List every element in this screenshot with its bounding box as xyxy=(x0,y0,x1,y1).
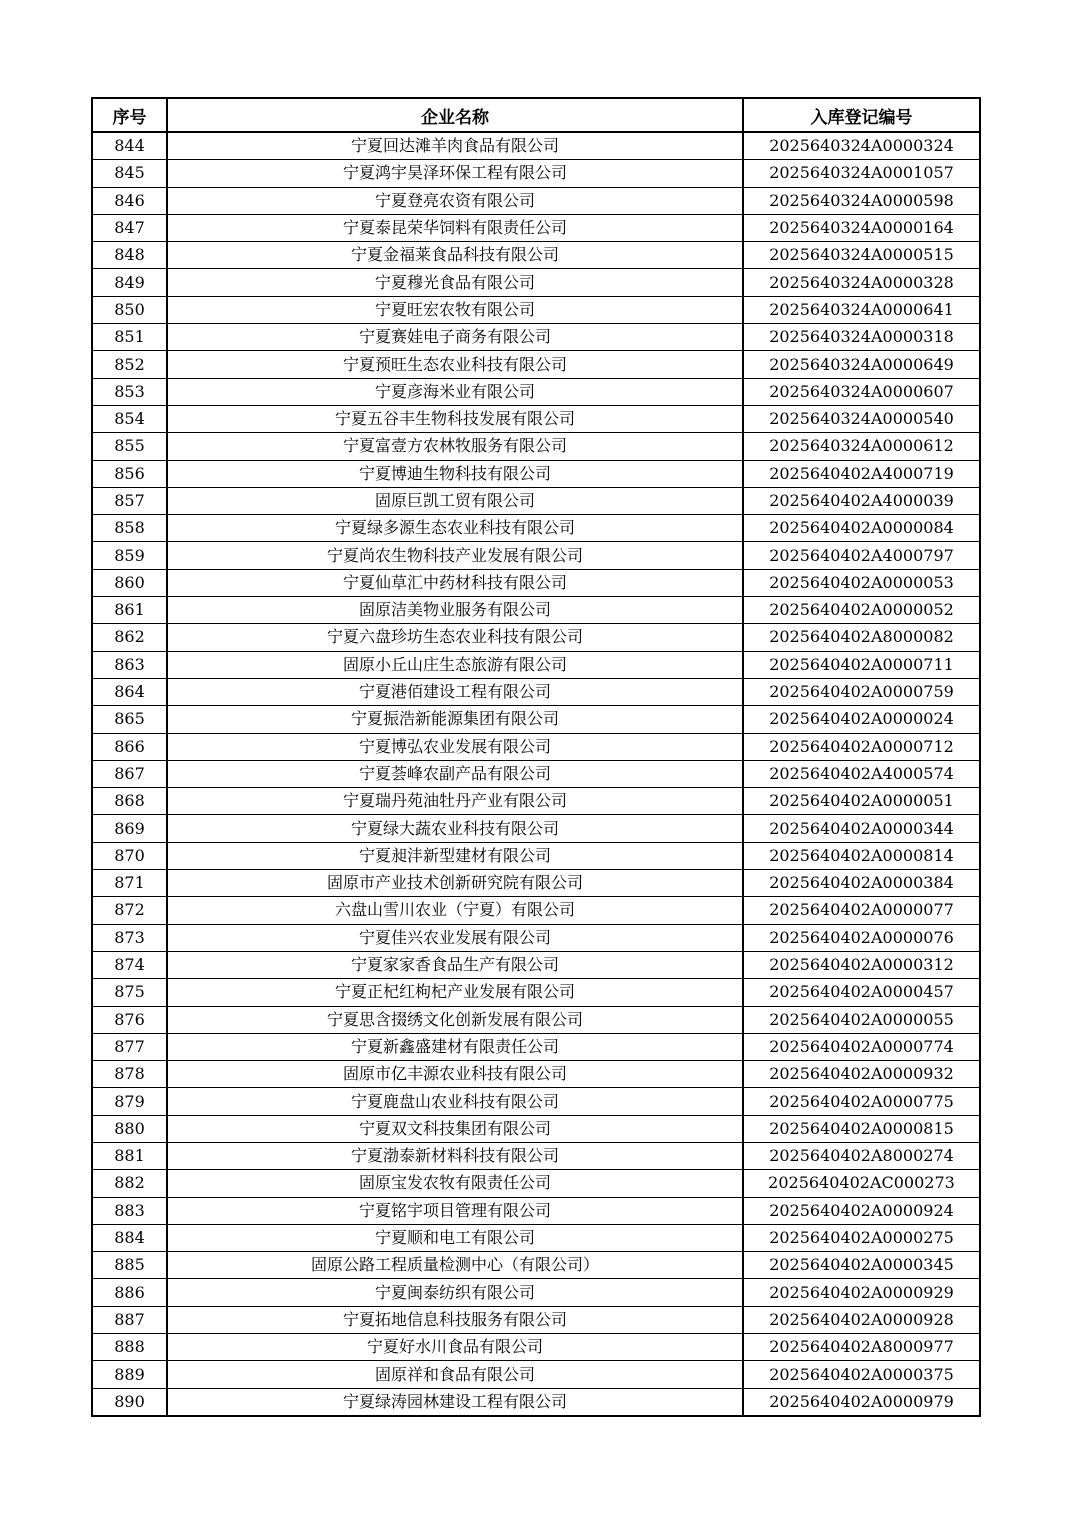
row-seq: 866 xyxy=(92,733,167,760)
row-company-name: 固原巨凯工贸有限公司 xyxy=(167,487,743,514)
row-company-name: 宁夏港佰建设工程有限公司 xyxy=(167,678,743,705)
row-company-name: 宁夏回达滩羊肉食品有限公司 xyxy=(167,132,743,160)
row-registration-number: 2025640402A0000312 xyxy=(743,951,980,978)
table-row xyxy=(92,433,980,460)
row-registration-number: 2025640324A0000649 xyxy=(743,351,980,378)
row-company-name: 宁夏荟峰农副产品有限公司 xyxy=(167,760,743,787)
table-row xyxy=(92,487,980,514)
table-row xyxy=(92,1088,980,1115)
table-row xyxy=(92,132,980,160)
row-company-name: 宁夏富壹方农林牧服务有限公司 xyxy=(167,433,743,460)
header-seq: 序号 xyxy=(92,98,167,132)
row-seq: 882 xyxy=(92,1170,167,1197)
row-seq: 868 xyxy=(92,788,167,815)
row-seq: 889 xyxy=(92,1361,167,1388)
row-seq: 864 xyxy=(92,678,167,705)
row-seq: 857 xyxy=(92,487,167,514)
row-seq: 862 xyxy=(92,624,167,651)
row-registration-number: 2025640402A0000052 xyxy=(743,597,980,624)
table-row xyxy=(92,951,980,978)
table-row xyxy=(92,1388,980,1416)
row-registration-number: 2025640402A0000759 xyxy=(743,678,980,705)
table-row xyxy=(92,214,980,241)
row-company-name: 宁夏旺宏农牧有限公司 xyxy=(167,296,743,323)
table-row xyxy=(92,651,980,678)
row-registration-number: 2025640402A0000051 xyxy=(743,788,980,815)
row-seq: 845 xyxy=(92,160,167,187)
row-seq: 865 xyxy=(92,706,167,733)
row-company-name: 宁夏闽泰纺织有限公司 xyxy=(167,1279,743,1306)
table-row xyxy=(92,788,980,815)
row-company-name: 宁夏绿多源生态农业科技有限公司 xyxy=(167,515,743,542)
row-registration-number: 2025640402A0000979 xyxy=(743,1388,980,1416)
row-company-name: 宁夏铭宇项目管理有限公司 xyxy=(167,1197,743,1224)
table-row xyxy=(92,760,980,787)
row-seq: 858 xyxy=(92,515,167,542)
table-row xyxy=(92,242,980,269)
row-seq: 861 xyxy=(92,597,167,624)
row-seq: 853 xyxy=(92,378,167,405)
table-row xyxy=(92,870,980,897)
row-seq: 875 xyxy=(92,979,167,1006)
row-registration-number: 2025640324A0000540 xyxy=(743,405,980,432)
row-registration-number: 2025640324A0000612 xyxy=(743,433,980,460)
table-row xyxy=(92,405,980,432)
table-row xyxy=(92,351,980,378)
row-seq: 869 xyxy=(92,815,167,842)
table-row xyxy=(92,1142,980,1169)
table-header xyxy=(92,98,980,132)
table-row xyxy=(92,1224,980,1251)
row-seq: 880 xyxy=(92,1115,167,1142)
row-registration-number: 2025640402A0000084 xyxy=(743,515,980,542)
row-registration-number: 2025640402A0000275 xyxy=(743,1224,980,1251)
row-company-name: 宁夏鹿盘山农业科技有限公司 xyxy=(167,1088,743,1115)
row-company-name: 宁夏渤泰新材料科技有限公司 xyxy=(167,1142,743,1169)
row-seq: 850 xyxy=(92,296,167,323)
table-row xyxy=(92,815,980,842)
row-seq: 870 xyxy=(92,842,167,869)
row-registration-number: 2025640324A0000641 xyxy=(743,296,980,323)
row-seq: 884 xyxy=(92,1224,167,1251)
row-registration-number: 2025640402A0000384 xyxy=(743,870,980,897)
row-registration-number: 2025640324A0000328 xyxy=(743,269,980,296)
row-company-name: 固原洁美物业服务有限公司 xyxy=(167,597,743,624)
row-registration-number: 2025640402A4000039 xyxy=(743,487,980,514)
table-row xyxy=(92,678,980,705)
table-row xyxy=(92,542,980,569)
row-company-name: 宁夏振浩新能源集团有限公司 xyxy=(167,706,743,733)
table-row xyxy=(92,1115,980,1142)
row-company-name: 宁夏博弘农业发展有限公司 xyxy=(167,733,743,760)
row-seq: 878 xyxy=(92,1061,167,1088)
table-row xyxy=(92,378,980,405)
table-row xyxy=(92,460,980,487)
row-registration-number: 2025640402A0000774 xyxy=(743,1033,980,1060)
row-registration-number: 2025640402A0000344 xyxy=(743,815,980,842)
table-row xyxy=(92,1334,980,1361)
row-seq: 855 xyxy=(92,433,167,460)
enterprise-registry-table xyxy=(91,97,981,1417)
row-seq: 863 xyxy=(92,651,167,678)
row-seq: 867 xyxy=(92,760,167,787)
row-registration-number: 2025640402A4000574 xyxy=(743,760,980,787)
table-row xyxy=(92,897,980,924)
table-row xyxy=(92,324,980,351)
row-company-name: 宁夏赛娃电子商务有限公司 xyxy=(167,324,743,351)
row-registration-number: 2025640402A0000712 xyxy=(743,733,980,760)
row-registration-number: 2025640402A8000274 xyxy=(743,1142,980,1169)
row-company-name: 宁夏新鑫盛建材有限责任公司 xyxy=(167,1033,743,1060)
row-seq: 874 xyxy=(92,951,167,978)
table-row xyxy=(92,1033,980,1060)
row-registration-number: 2025640324A0000324 xyxy=(743,132,980,160)
row-seq: 872 xyxy=(92,897,167,924)
row-company-name: 固原小丘山庄生态旅游有限公司 xyxy=(167,651,743,678)
row-company-name: 宁夏拓地信息科技服务有限公司 xyxy=(167,1306,743,1333)
table-row xyxy=(92,160,980,187)
table-row xyxy=(92,624,980,651)
table-row xyxy=(92,1006,980,1033)
row-company-name: 宁夏泰昆荣华饲料有限责任公司 xyxy=(167,214,743,241)
row-company-name: 宁夏昶沣新型建材有限公司 xyxy=(167,842,743,869)
table-row xyxy=(92,924,980,951)
row-registration-number: 2025640402A0000375 xyxy=(743,1361,980,1388)
row-company-name: 宁夏绿涛园林建设工程有限公司 xyxy=(167,1388,743,1416)
table-row xyxy=(92,597,980,624)
row-seq: 879 xyxy=(92,1088,167,1115)
table-body xyxy=(92,132,980,1416)
row-seq: 883 xyxy=(92,1197,167,1224)
row-registration-number: 2025640324A0000607 xyxy=(743,378,980,405)
row-registration-number: 2025640402A4000797 xyxy=(743,542,980,569)
row-registration-number: 2025640402A0000345 xyxy=(743,1252,980,1279)
table-row xyxy=(92,569,980,596)
row-company-name: 固原公路工程质量检测中心（有限公司） xyxy=(167,1252,743,1279)
row-company-name: 宁夏金福莱食品科技有限公司 xyxy=(167,242,743,269)
row-seq: 888 xyxy=(92,1334,167,1361)
row-registration-number: 2025640402A0000932 xyxy=(743,1061,980,1088)
row-company-name: 宁夏思含掇绣文化创新发展有限公司 xyxy=(167,1006,743,1033)
row-company-name: 固原市亿丰源农业科技有限公司 xyxy=(167,1061,743,1088)
row-seq: 876 xyxy=(92,1006,167,1033)
row-registration-number: 2025640402A0000814 xyxy=(743,842,980,869)
row-company-name: 宁夏家家香食品生产有限公司 xyxy=(167,951,743,978)
row-registration-number: 2025640402A0000076 xyxy=(743,924,980,951)
row-registration-number: 2025640402A0000711 xyxy=(743,651,980,678)
row-company-name: 宁夏佳兴农业发展有限公司 xyxy=(167,924,743,951)
row-registration-number: 2025640324A0000318 xyxy=(743,324,980,351)
row-company-name: 宁夏登亮农资有限公司 xyxy=(167,187,743,214)
row-company-name: 宁夏彦海米业有限公司 xyxy=(167,378,743,405)
row-registration-number: 2025640402A0000077 xyxy=(743,897,980,924)
row-registration-number: 2025640402A4000719 xyxy=(743,460,980,487)
header-company-name: 企业名称 xyxy=(167,98,743,132)
row-seq: 859 xyxy=(92,542,167,569)
row-company-name: 宁夏博迪生物科技有限公司 xyxy=(167,460,743,487)
row-seq: 852 xyxy=(92,351,167,378)
row-seq: 881 xyxy=(92,1142,167,1169)
row-company-name: 固原市产业技术创新研究院有限公司 xyxy=(167,870,743,897)
row-seq: 885 xyxy=(92,1252,167,1279)
row-company-name: 宁夏五谷丰生物科技发展有限公司 xyxy=(167,405,743,432)
row-company-name: 宁夏预旺生态农业科技有限公司 xyxy=(167,351,743,378)
row-seq: 856 xyxy=(92,460,167,487)
row-registration-number: 2025640324A0001057 xyxy=(743,160,980,187)
row-registration-number: 2025640402A0000775 xyxy=(743,1088,980,1115)
row-company-name: 固原宝发农牧有限责任公司 xyxy=(167,1170,743,1197)
row-registration-number: 2025640402A0000929 xyxy=(743,1279,980,1306)
row-company-name: 宁夏好水川食品有限公司 xyxy=(167,1334,743,1361)
header-row xyxy=(92,98,980,132)
row-seq: 873 xyxy=(92,924,167,951)
row-company-name: 宁夏六盘珍坊生态农业科技有限公司 xyxy=(167,624,743,651)
row-seq: 847 xyxy=(92,214,167,241)
row-seq: 886 xyxy=(92,1279,167,1306)
table-row xyxy=(92,1170,980,1197)
table-row xyxy=(92,187,980,214)
row-registration-number: 2025640402AC000273 xyxy=(743,1170,980,1197)
table-row xyxy=(92,1279,980,1306)
row-registration-number: 2025640402A0000924 xyxy=(743,1197,980,1224)
row-registration-number: 2025640402A0000055 xyxy=(743,1006,980,1033)
table-row xyxy=(92,979,980,1006)
table-row xyxy=(92,515,980,542)
row-registration-number: 2025640324A0000164 xyxy=(743,214,980,241)
row-seq: 890 xyxy=(92,1388,167,1416)
row-company-name: 宁夏顺和电工有限公司 xyxy=(167,1224,743,1251)
row-seq: 848 xyxy=(92,242,167,269)
table-row xyxy=(92,706,980,733)
header-registration-number: 入库登记编号 xyxy=(743,98,980,132)
table-row xyxy=(92,1197,980,1224)
table-row xyxy=(92,296,980,323)
row-seq: 849 xyxy=(92,269,167,296)
row-company-name: 宁夏瑞丹苑油牡丹产业有限公司 xyxy=(167,788,743,815)
row-registration-number: 2025640402A0000815 xyxy=(743,1115,980,1142)
row-registration-number: 2025640402A8000082 xyxy=(743,624,980,651)
table-row xyxy=(92,842,980,869)
row-company-name: 宁夏穆光食品有限公司 xyxy=(167,269,743,296)
row-seq: 851 xyxy=(92,324,167,351)
table-row xyxy=(92,1252,980,1279)
row-seq: 871 xyxy=(92,870,167,897)
row-registration-number: 2025640402A0000053 xyxy=(743,569,980,596)
row-registration-number: 2025640402A0000928 xyxy=(743,1306,980,1333)
row-company-name: 固原祥和食品有限公司 xyxy=(167,1361,743,1388)
row-registration-number: 2025640324A0000598 xyxy=(743,187,980,214)
table-row xyxy=(92,1061,980,1088)
table-row xyxy=(92,733,980,760)
row-seq: 877 xyxy=(92,1033,167,1060)
table-row xyxy=(92,1306,980,1333)
row-registration-number: 2025640402A0000457 xyxy=(743,979,980,1006)
row-company-name: 宁夏双文科技集团有限公司 xyxy=(167,1115,743,1142)
row-company-name: 宁夏仙草汇中药材科技有限公司 xyxy=(167,569,743,596)
row-seq: 846 xyxy=(92,187,167,214)
table-row xyxy=(92,1361,980,1388)
row-seq: 860 xyxy=(92,569,167,596)
row-registration-number: 2025640402A8000977 xyxy=(743,1334,980,1361)
row-company-name: 宁夏鸿宇昊泽环保工程有限公司 xyxy=(167,160,743,187)
row-company-name: 宁夏正杞红枸杞产业发展有限公司 xyxy=(167,979,743,1006)
row-seq: 854 xyxy=(92,405,167,432)
row-seq: 887 xyxy=(92,1306,167,1333)
row-company-name: 宁夏尚农生物科技产业发展有限公司 xyxy=(167,542,743,569)
row-registration-number: 2025640402A0000024 xyxy=(743,706,980,733)
row-company-name: 六盘山雪川农业（宁夏）有限公司 xyxy=(167,897,743,924)
table-row xyxy=(92,269,980,296)
row-company-name: 宁夏绿大蔬农业科技有限公司 xyxy=(167,815,743,842)
row-seq: 844 xyxy=(92,132,167,160)
row-registration-number: 2025640324A0000515 xyxy=(743,242,980,269)
